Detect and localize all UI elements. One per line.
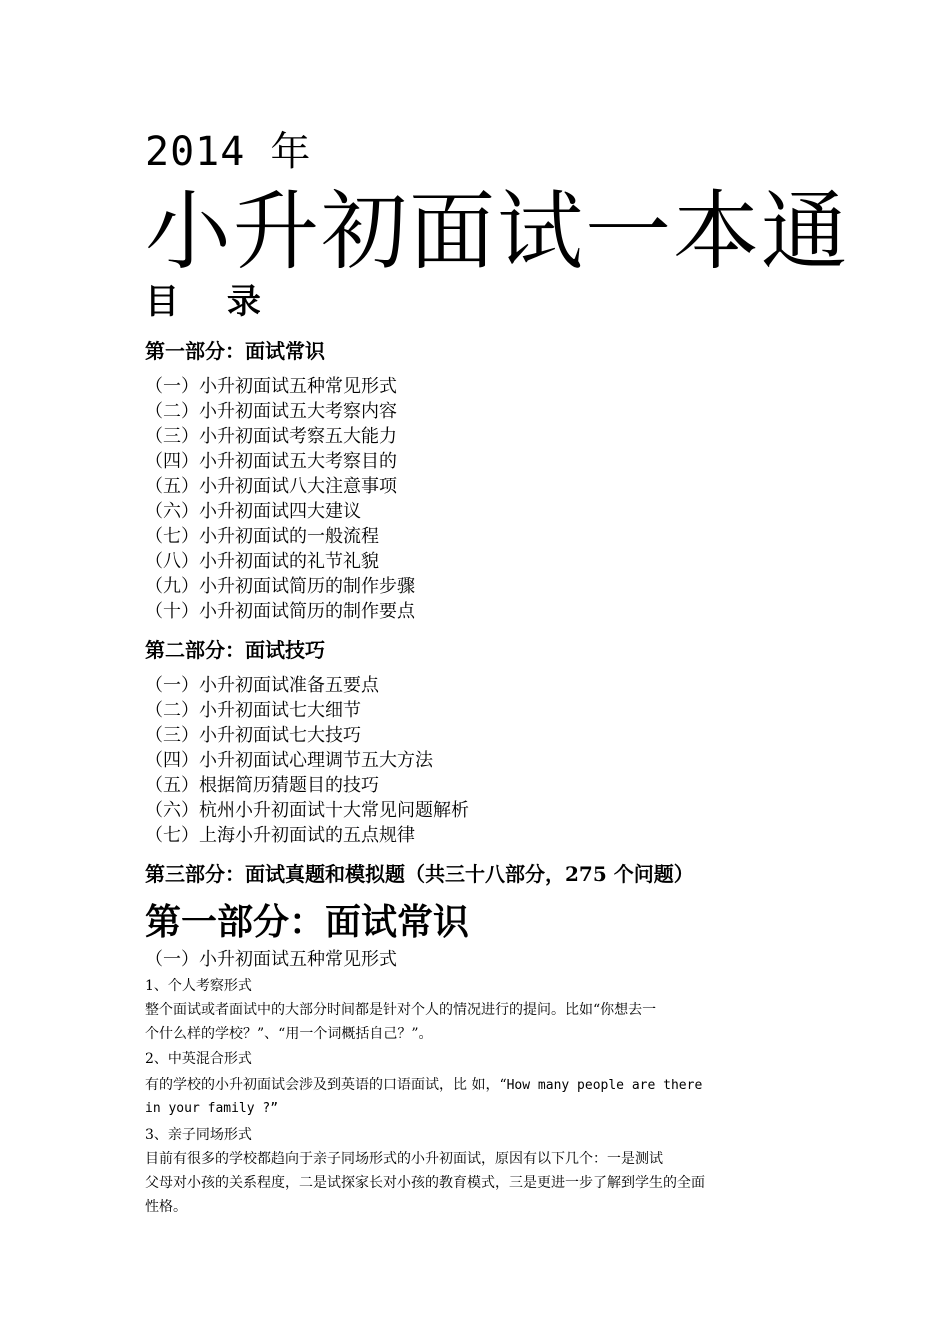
section-title: 第一部分：面试常识 (145, 901, 470, 943)
toc-item: （一）小升初面试五种常见形式 (145, 376, 397, 397)
toc-item: （五）根据简历猜题目的技巧 (145, 775, 379, 796)
toc-item: （十）小升初面试简历的制作要点 (145, 601, 415, 622)
toc-heading: 目 录 (145, 282, 279, 322)
toc-item: （八）小升初面试的礼节礼貌 (145, 551, 379, 572)
toc-part1-list (145, 374, 415, 624)
item2-line: in your family ?” (145, 1101, 279, 1116)
item2-line-chinese: 有的学校的小升初面试会涉及到英语的口语面试，比 如，“ (145, 1077, 507, 1093)
toc-part2-heading: 第二部分：面试技巧 (145, 638, 325, 662)
year-label: 2014 年 (145, 129, 312, 175)
toc-item: （四）小升初面试心理调节五大方法 (145, 750, 433, 771)
item3-line: 父母对小孩的关系程度，二是试探家长对小孩的教育模式，三是更进一步了解到学生的全面 (145, 1175, 705, 1191)
toc-item: （三）小升初面试七大技巧 (145, 725, 361, 746)
toc-item: （一）小升初面试准备五要点 (145, 675, 379, 696)
document-title: 小升初面试一本通 (145, 182, 849, 282)
toc-item: （九）小升初面试简历的制作步骤 (145, 576, 415, 597)
toc-item: （三）小升初面试考察五大能力 (145, 426, 397, 447)
toc-part1-heading: 第一部分：面试常识 (145, 339, 325, 363)
item2-title: 2、中英混合形式 (145, 1051, 252, 1067)
item1-line: 个什么样的学校？”、“用一个词概括自己？”。 (145, 1026, 433, 1042)
item3-line: 目前有很多的学校都趋向于亲子同场形式的小升初面试，原因有以下几个：一是测试 (145, 1151, 663, 1167)
section-subtitle: （一）小升初面试五种常见形式 (145, 949, 397, 970)
item1-line: 整个面试或者面试中的大部分时间都是针对个人的情况进行的提问。比如“你想去一 (145, 1002, 657, 1018)
toc-item: （七）上海小升初面试的五点规律 (145, 825, 415, 846)
toc-part3-heading: 第三部分：面试真题和模拟题（共三十八部分，275 个问题） (145, 862, 694, 886)
item1-title: 1、个人考察形式 (145, 978, 252, 994)
toc-item: （五）小升初面试八大注意事项 (145, 476, 397, 497)
toc-part2-list (145, 673, 469, 848)
toc-item: （四）小升初面试五大考察目的 (145, 451, 397, 472)
item3-line: 性格。 (145, 1199, 187, 1215)
toc-item: （二）小升初面试五大考察内容 (145, 401, 397, 422)
item2-line-english: How many people are there (506, 1078, 703, 1093)
item2-line (145, 1073, 795, 1098)
toc-item: （七）小升初面试的一般流程 (145, 526, 379, 547)
item3-title: 3、亲子同场形式 (145, 1127, 252, 1143)
toc-item: （二）小升初面试七大细节 (145, 700, 361, 721)
toc-item: （六）小升初面试四大建议 (145, 501, 361, 522)
toc-item: （六）杭州小升初面试十大常见问题解析 (145, 800, 469, 821)
